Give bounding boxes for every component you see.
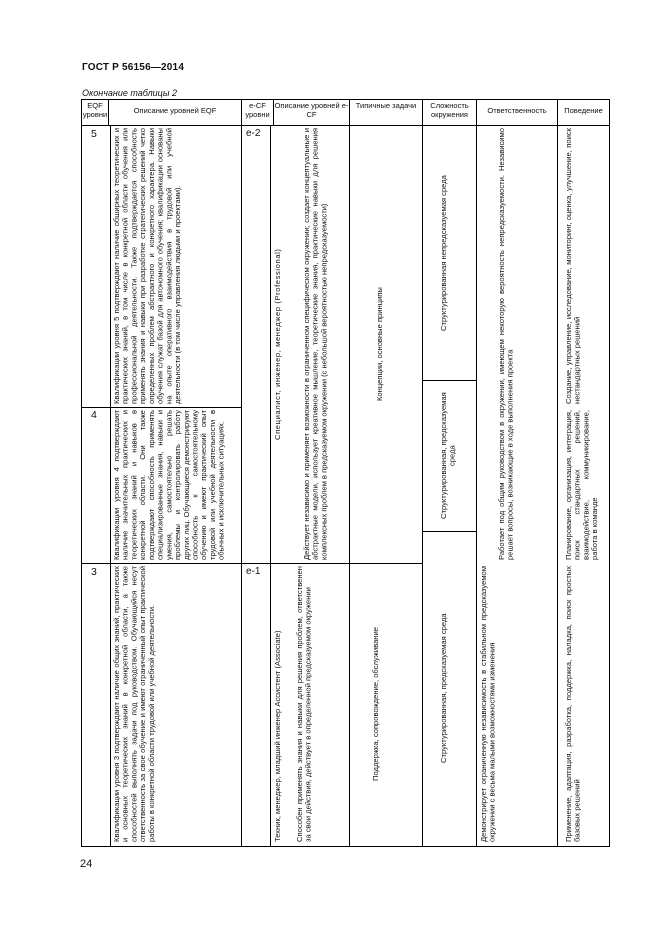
header-ecf-description: Описание уровней e-CF <box>274 101 349 120</box>
header-ecf-level: e-CF уровни <box>245 101 270 120</box>
eqf-level-5: 5 <box>91 128 97 140</box>
responsibility-e2: Работает под общим руководством в окружении, имеющем некоторую вероятность непредсказуемости. Независимо решает вопросы, возникающие в ходе выполнения проекта <box>497 128 515 560</box>
environment-e2-level4: Структурированная, предсказуемая среда <box>439 392 457 520</box>
tasks-e2: Концепции, основные принципы <box>375 287 384 401</box>
behavior-e1: Применение, адаптация, разработка, поддержка, наладка, поиск простых базовых решений <box>564 566 582 842</box>
document-header: ГОСТ Р 56156—2014 <box>82 62 185 73</box>
eqf-description-4: Квалификации уровня 4 подтверждают наличие значительных практических и теоретических знаний и навыков в конкретной области. Они также подтверждают способность применять специализированные знания, навыки и умения, самостоятельно решать проблемы и контролировать работу других лиц. Обучающиеся демонстрируют способность к самостоятельному обучению и имеют практический опыт трудовой или учебной деятельности в обычных и исключительных ситуациях. <box>112 410 226 560</box>
ecf-role-e2: Специалист, инженер, менеджер (Professional) <box>273 248 282 440</box>
eqf-level-3: 3 <box>91 566 97 578</box>
ecf-role-e1: Техник, менеджер, младший инженер Ассистент (Associate) <box>273 630 282 842</box>
responsibility-e1: Демонстрирует ограниченную независимость в стабильном предсказуемом окружении с весьма малыми возможностями изменения <box>479 566 497 842</box>
header-eqf-level: EQF уровни <box>82 101 108 120</box>
ecf-description-e1: Способен применять знания и навыки для решения проблем, ответственен за свои действия, действует в определенной предсказуемом окружении <box>295 566 313 842</box>
ecf-description-e2: Действует независимо и применяет возможности в ограниченном специфическом окружении; создает концептуальные и абстрактные модели, использует креативное мышление, теоретические знания, практические навыки для решения комплексных проблем в предсказуемом окружении (с небольшой вероятностью непредсказуемости) <box>302 128 329 560</box>
ecf-level-e1: e-1 <box>246 566 261 577</box>
behavior-e2-level5: Создание, управление, исследование, мониторинг, оценка, улучшение, поиск нестандартных решений <box>564 128 582 404</box>
ecf-level-e2: e-2 <box>246 128 261 139</box>
eqf-level-4: 4 <box>91 409 97 421</box>
environment-e2-level5: Структурированная непредсказуемая среда <box>439 175 448 331</box>
behavior-e2-level4: Планирование, организация, интеграция, поиск стандартных решений, взаимодействие, коммуникирование, работа в команде <box>564 410 600 560</box>
table-caption: Окончание таблицы 2 <box>82 88 177 98</box>
environment-e1-level3: Структурированная, предсказуемая среда <box>439 613 448 763</box>
header-behavior: Поведение <box>564 106 603 115</box>
header-environment: Сложность окружения <box>430 101 469 120</box>
page-number: 24 <box>80 858 93 870</box>
tasks-e1: Поддержка, сопровождение, обслуживание <box>371 627 380 781</box>
eqf-description-5: Квалификации уровня 5 подтверждают наличие обширных теоретических и практических знаний, в том числе в конкретной области обучения или профессиональной деятельности. Также подтверждается способность применять знания и навыки при разработке стратегических решений четко определенных проблем абстрактного и конкретного характера. Навыки обучения служат базой для автономного обучения; квалификации основаны на опыте оперативного взаимодействия в трудовой или учебной деятельности (в том числе управления людьми и проектами). <box>112 128 183 404</box>
header-responsibility: Ответственность <box>487 106 547 115</box>
header-typical-tasks: Типичные задачи <box>355 101 417 110</box>
header-eqf-description: Описание уровней EQF <box>133 106 217 115</box>
eqf-description-3: Квалификации уровня 3 подтверждают наличие общих знаний, практических и основных теоретических знаний в конкретной области, а также способностей выполнять задачи под руководством. Обучающийся несут ответственность за свое обучение и имеют ограниченный опыт практической работы в конкретной области трудовой или учебной деятельности. <box>112 566 156 842</box>
